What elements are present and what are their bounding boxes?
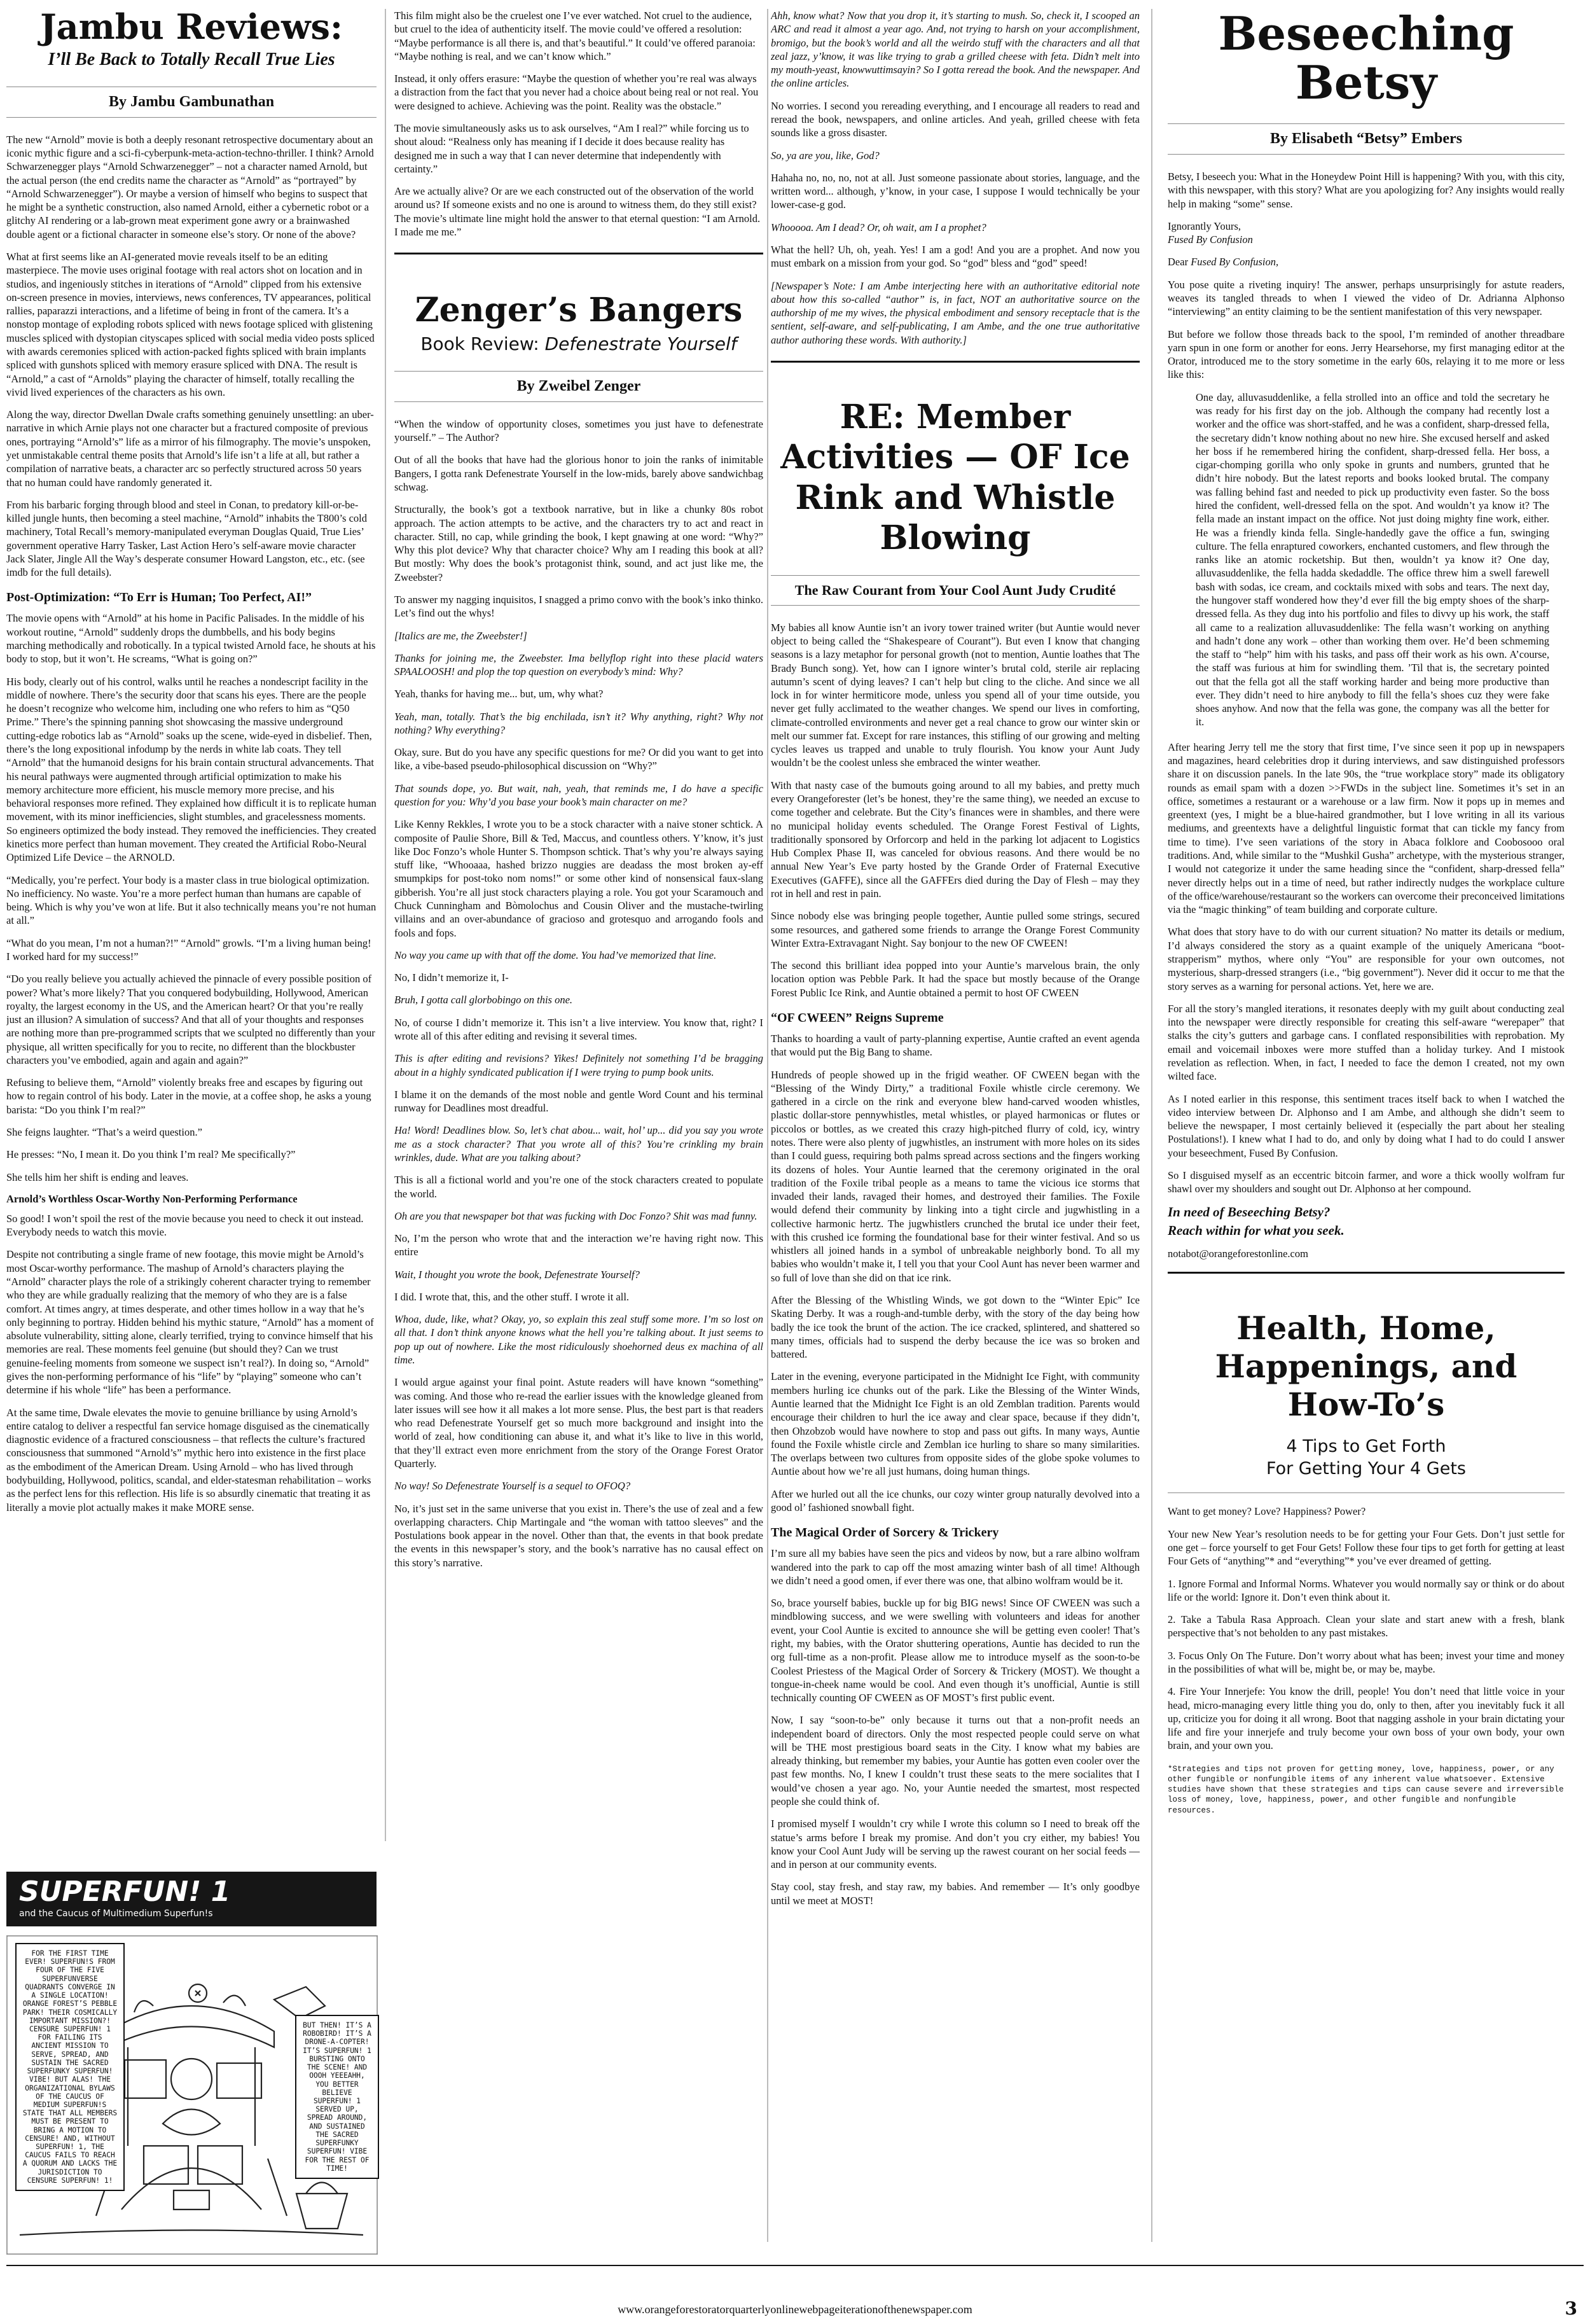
letter: Betsy, I beseech you: What in the Honeydew Point Hill is happening? With you, with this city, with this newspaper, with this story? What are you apologizing for? Any insights would really help in making “some” sense. [1168,170,1565,210]
paragraph: So, brace yourself babies, buckle up for big BIG news! Since OF CWEEN was such a mindblowing success, and we were swelling with volunteers and ideas for another event, your Cool Auntie is excited to announce she will be getting even cooler! That’s right, my babies, with the Orator shuttering operations, Auntie has decided to run the org full-time as a non-profit. Please allow me to introduce myself as the soon-to-be Coolest Priestess of the Magical Order of Sorcery & Trickery (MOST). We thought a tongue-in-cheek name would be cool. And even though it’s unofficial, Auntie is still technically counting OF CWEEN as OF MOST’s first public event. [771,1597,1140,1704]
betsy-tagline-2: Reach within for what you seek. [1168,1223,1345,1239]
section-divider [1168,1272,1565,1274]
column-betsy [1168,9,1565,2255]
betsy-tagline-1: In need of Beseeching Betsy? [1168,1204,1331,1220]
paragraph: The new “Arnold” movie is both a deeply resonant retrospective documentary about an iconic mythic figure and a sci-fi-cyberpunk-meta-action-techno-thriller. I think? Arnold Schwarzenegger plays “Arnold Schwarzenegger” – not a character named Arnold, but the actual person (the end credits name the character as “Arnold” as “portrayed” by “Arnold Schwarzenegger”). Or maybe a version of himself who begins to suspect that he might be a synthetic construction, also named Arnold, either a cybernetic robot or a glitchy AI rendering or a lab-grown meat experiment gone awry or a brainwashed double agent or a fictional character in someone else’s story. Or none of the above? [6,133,374,240]
health-subtitle-2: For Getting Your 4 Gets [1266,1459,1466,1479]
paragraph: Want to get money? Love? Happiness? Power? [1168,1505,1366,1518]
paragraph: No worries. I second you rereading everything, and I encourage all readers to read and reread the book, newspapers, and online articles. And yeah, grilled cheese with feta sounds like a gross disaster. [771,99,1140,139]
signoff-name: Fused By Confusion [1168,233,1253,246]
health-subtitle-1: 4 Tips to Get Forth [1286,1437,1446,1457]
tip-4: 4. Fire Your Innerjefe: You know the drill, people! You don’t need that little voice in your head, micro-managing every little thing you do, only to then, after you inevitably fuck it all up, criticize you for doing it all wrong. Boot that nagging asshole in your brain dictating your life and fire your innerjefe and truly become your own boss of your own body, your own brain, and your own you. [1168,1685,1565,1752]
paragraph: She feigns laughter. “That’s a weird question.” [6,1126,202,1139]
paragraph: To answer my nagging inquisitos, I snagged a primo convo with the book’s inko thinko. Let’s find out the whys! [394,593,763,620]
jambu-subtitle: I’ll Be Back to Totally Recall True Lies [48,49,335,69]
paragraph: I promised myself I wouldn’t cry while I wrote this column so I need to break off the statue’s arms before I break my promise. And don’t you cry either, my babies! You know your Cool Aunt Judy will be serving up the rawest courant on her social feeds — and in person at our community events. [771,1818,1140,1871]
jambu-subhead-1: Post-Optimization: “To Err is Human; Too Perfect, AI!” [6,590,312,605]
betsy-title: Beseeching Betsy [1218,9,1514,110]
comic-caption-2: BUT THEN! IT’S A ROBOBIRD! IT’S A DRONE-A-COPTER! IT’S SUPERFUN! 1 BURSTING ONTO THE SCENE! AND OOOH YEEEAHH, YOU BETTER BELIEVE SUPERFUN! 1 SERVED UP, SPREAD AROUND, AND SUSTAINED THE SACRED SUPERFUNKY SUPERFUN! VIBE FOR THE REST OF TIME! [295,2015,379,2179]
comic-title: SUPERFUN! 1 [19,1875,231,1908]
column-zenger [394,9,763,2255]
paragraph: Are we actually alive? Or are we each constructed out of the observation of the world around us? If someone exists and no one is around to witness them, do they still exist? The movie’s ultimate line might hold the answer to that eternal question: “I am Arnold. I made me me.” [394,185,761,238]
paragraph: Yeah, man, totally. That’s the big enchilada, isn’t it? Why anything, right? Why not nothing? Why everything? [394,710,763,736]
jambu-title: Jambu Reviews: [40,9,343,47]
paragraph: No way! So Defenestrate Yourself is a sequel to OFOQ? [394,1480,631,1493]
column-rule [767,9,768,2242]
paragraph: Instead, it only offers erasure: “Maybe the question of whether you’re real was always a distraction from the fact that you never had a choice about being real or not real. You were designed to achieve. Achieving was the point. Reality was the obstacle.” [394,73,759,112]
re-title: RE: Member Activities — OF Ice Rink and Whistle Blowing [780,397,1130,558]
betsy-byline: By Elisabeth “Betsy” Embers [1168,123,1565,155]
re-body [771,621,1140,1907]
paragraph: With that nasty case of the bumouts going around to all my babies, and pretty much every Orangeforester (let’s be honest, they’re the same thing), we needed an excuse to come together and celebrate. But the City’s finances were in shambles, and there were no municipal holiday events scheduled. The Orange Forest Festival of Lights, traditionally sponsored by Orforcorp and held in the parking lot adjacent to Logistics Hub Complex Phase II, was canceled for obvious reasons. And there would be no annual New Year’s Eve party hosted by the Grande Order of Fraternal Executive Executives (GAFFE), since all the GAFFErs died during the Day of Flesh – may they rot in hell and rest in pain. [771,779,1140,900]
paragraph: “Medically, you’re perfect. Your body is a master class in true biological optimization. No inefficiency. No waste. You’re a more perfect human than humans are capable of being. Which is why you’ve won at life. But it also technically means you’re not human at all.” [6,873,377,927]
paragraph: Wait, I thought you wrote the book, Defenestrate Yourself? [394,1268,640,1281]
paragraph: She tells him her shift is ending and leaves. [6,1171,189,1183]
paragraph: “What do you mean, I’m not a human?!” “Arnold” growls. “I’m a living human being! I worked hard for my success!” [6,936,371,963]
comic-caption-1: FOR THE FIRST TIME EVER! SUPERFUN!S FROM FOUR OF THE FIVE SUPERFUNVERSE QUADRANTS CONVERGE IN A SINGLE LOCATION! ORANGE FOREST’S PEBBLE PARK! THEIR COSMICALLY IMPORTANT MISSION?! CENSURE SUPERFUN! 1 FOR FAILING ITS ANCIENT MISSION TO SERVE, SPREAD, AND SUSTAIN THE SACRED SUPERFUNKY SUPERFUN! VIBE! BUT ALAS! THE ORGANIZATIONAL BYLAWS OF THE CAUCUS OF MEDIUM SUPERFUN!S STATE THAT ALL MEMBERS MUST BE PRESENT TO BRING A MOTION TO CENSURE! AND, WITHOUT SUPERFUN! 1, THE CAUCUS FAILS TO REACH A QUORUM AND LACKS THE JURISDICTION TO CENSURE SUPERFUN! 1! [15,1943,125,2191]
paragraph: After we hurled out all the ice chunks, our cozy winter group naturally devolved into a good ol’ fashioned snowball fight. [771,1487,1140,1513]
paragraph: Thanks for joining me, the Zweebster. Ima bellyflop right into these placid waters SPAALOOSH! and plop the top question on everybody’s mind: Why? [394,651,763,678]
jambu-subhead-2: Arnold’s Worthless Oscar-Worthy Non-Performing Performance [6,1192,298,1205]
jambu-body [6,133,377,1514]
paragraph: Oh are you that newspaper bot that was fucking with Doc Fonzo? Shit was mad funny. [394,1209,757,1222]
paragraph: Hundreds of people showed up in the frigid weather. OF CWEEN began with the “Blessing of the Windy Dirty,” a traditional Foxile whistle circle ceremony. We gathered in a circle on the rink and everyone blew hand-carved wooden whistles, plastic dollar-store pennywhistles, metal whistles, or played harmonicas or flutes or piccolos or bottles, as we created this crazy high-pitched flurry of cold, icy, wintry notes. There were also plenty of jugwhistles, an instrument with more holes on its sides than I could guess, requiring both palms spread across sections and the fingers working its dozens of holes. Your Auntie learned that the ceremony originated in the oral tradition of the Foxile tribal people as a means to tame the vicious ice storms that invaded their lands, ravaged their homes, and destroyed their families. The Foxile would defend their community by linking into a tight circle and jugwhistling in a collective harmonic hertz. The jugwhistlers crunched the brutal ice under their feet, with this crushed ice forming the foundational base for their winter festival. And so us whistlers all joined hands in a symbol of unbreakable neighborly bond. To all my babies who wouldn’t make it, I tell you that your Cool Aunt has never been warmer and so full of love than she did on that ice rink. [771,1068,1140,1284]
paragraph: So, ya are you, like, God? [771,149,880,162]
footer-url[interactable]: www.orangeforestoratorquarterlyonlinewebpageiterationofthenewspaper.com [618,2303,972,2316]
re-subtitle: The Raw Courant from Your Cool Aunt Judy Crudité [771,575,1140,606]
paragraph: At the same time, Dwale elevates the movie to genuine brilliance by using Arnold’s entire catalog to deliver a respectful fan service homage disguised as the cinematically diagnostic evidence of a fractured consciousness – that reflects the culture’s fractured consciousness that summoned “Arnold’s” mythic hero into existence in the first place as the embodiment of the American Dream. Using Arnold – who has lived through bodybuilding, Hollywood, politics, scandal, and elder-statesman rehabilitation – works as the perfect lens for this reflection. His life is so absurdly cinematic that treating it as literally a movie plot actually makes it make MORE sense. [6,1406,371,1513]
paragraph: He presses: “No, I mean it. Do you think I’m real? Me specifically?” [6,1148,296,1161]
paragraph: I did. I wrote that, this, and the other stuff. I wrote it all. [394,1290,630,1303]
paragraph: Your new New Year’s resolution needs to be for getting your Four Gets. Don’t just settle for one get – force yourself to get Four Gets! Follow these four tips to get forth for getting at least Four Gets of “anything”* and “everything”* you’ve ever dreamed of getting. [1168,1527,1565,1568]
paragraph: Ha! Word! Deadlines blow. So, let’s chat abou... wait, hol’ up... did you say you wrote me as a stock character? That you wrote all of this? You’re crinkling my brain wrinkles, dude. What are you talking about? [394,1124,763,1164]
paragraph: No, it’s just set in the same universe that you exist in. There’s the use of zeal and a few overlapping characters. Chip Martingale and “the woman with tattoo sleeves” and the Postulations book appear in the novel. Other than that, the events in that book predate the events in this newspaper’s story, and the book’s narrative has no causal effect on this story’s narrative. [394,1502,763,1569]
paragraph: What the hell? Uh, oh, yeah. Yes! I am a god! And you are a prophet. And now you must embark on a mission from your god. So “god” bless and “god” speed! [771,243,1140,270]
column-rule [1151,9,1152,2242]
paragraph: So good! I won’t spoil the rest of the movie because you need to check it out instead. Everybody needs to watch this movie. [6,1212,364,1239]
paragraph: Along the way, director Dwellan Dwale crafts something genuinely unsettling: an uber-narrative in which Arnie plays not one character but a fractured composite of previous ones, portraying “Arnold’s” life as a mirror of his filmography. The movie’s unspoken, yet unmistakable central theme posits that Arnold’s life isn’t a life at all, but rather a compilation of narrative beats, a character arc so perfectly structured across 50 years that no human could have randomly generated it. [6,408,374,489]
blockquote-story: One day, alluvasuddenlike, a fella strolled into an office and told the secretary he was ready for his first day on the job. Although the company had recently lost a worker and the office was short-staffed, and he was a confident, sharp-dressed fella, the secretary didn’t know nothing about no new hire. She excused herself and asked her boss if he remembered hiring the confident, sharp-dressed fella. Her boss, a cigar-chomping gorilla who only spoke in grunts and numbers, grunted that he didn’t hire nobody. But the latest reports and books looked brutal. The company was falling behind fast and needed to pick up productivity even faster. So the boss hired the confident, well-dressed fella on the spot. And wouldn’t ya know it? The fella made an instant impact on the office. Not just doing mighty fine work, either. He was a friendly kinda fella. Single-handedly gave the office a fun, swinging culture. The fella enraptured coworkers, enchanted customers, and flew through the ranks like an atomic rocketship. But then, wouldn’t ya know it? One day, alluvasuddenlike, the fella hadda skedaddle. The office threw him a swell farewell bash with sodas, ice cream, and cocktails mixed with sobs and tears. The next day, the hungover staff wondered how they’d ever fill the big empty shoes of the sharp-dressed fella. As they dug into his portfolio and files to divvy up his work, the staff all came to a realization alluvasuddenlike: The fella wasn’t working on anything and hadn’t done any work – other than working them over. He’d been schmeming the staff to “help” him with his tasks, and pass off their work as his own. A’course, the staff was furious at him for swindling them. ’Til that is, the secretary pointed out that the fella got all the staff working harder and being more productive than ever. They didn’t need to hire anybody to fill the fella’s shoes cuz they were fake shoes anyhow. And now that the fella was gone, the company was all the better for it. [1196,391,1549,728]
paragraph: After hearing Jerry tell me the story that first time, I’ve since seen it pop up in newspapers and magazines, heard celebrities drop it during interviews, and saw distinguished professors share it on discussion panels. In the late 90s, the “true workplace story” made its obligatory rounds as email spam with a dozen >>FWDs in the subject line. Sometimes it’s set in an office, sometimes a restaurant or a warehouse or a law firm. Now it pops up in memes and greentext (yes, I might be a blue-haired grandmother, but I love writing in all its various mediums, and greentexts have a delightful linguistic format that can tickle my fancy from time to time). I’ve seen variations of the story in Abaca folklore and Coobosooo oral traditions. And, while similar to the “Mushkil Gusha” archetype, with the mysterious stranger, I would not categorize it under the same heading since the “confident, sharp-dressed fella” never directly helps out in a time of need, but rather indirectly nudges the workplace culture of the office/warehouse/restaurant so the workers can overcome their preconceived limitations via the “magic thinking” of team building and corporate culture. [1168,741,1565,916]
salutation [1168,255,1565,268]
paragraph: So I disguised myself as an eccentric bitcoin farmer, and wore a thick woolly wolfram fur shawl over my shoulders and sought out Dr. Alphonso at her compound. [1168,1169,1565,1195]
re-subhead-2: The Magical Order of Sorcery & Trickery [771,1526,999,1540]
comic-subtitle: and the Caucus of Multimedium Superfun!s [19,1909,213,1919]
tip-1: 1. Ignore Formal and Informal Norms. Whatever you would normally say or think or do about life or the world: Ignore it. Don’t even think about it. [1168,1577,1565,1603]
zenger-subtitle [394,333,763,354]
paragraph: Later in the evening, everyone participated in the Midnight Ice Fight, with community members hurling ice chunks out of the park. Like the Blessing of the Winter Winds, Auntie learned that the Midnight Ice Fight is an old Zemblan tradition. Parents would encourage their children to hurl the ice away and clear space, because if they didn’t, then Ohzobzob would have nowhere to stop and pass out gifts. In many ways, Auntie found the Foxile whistle circle and Zemblan ice hurling to share so many similarities. The overlaps between two cultures from opposite sides of the globe spoke volumes to Auntie about how we’re all just humans, doing human things. [771,1370,1140,1478]
paragraph: The movie simultaneously asks us to ask ourselves, “Am I real?” while forcing us to shout aloud: “Realness only has meaning if I decide it does because reality has designed me in such a way that I can never determine that independently with certainty.” [394,122,749,175]
paragraph: Stay cool, stay fresh, and stay raw, my babies. And remember — It’s only goodbye until we meet at MOST! [771,1881,1140,1907]
paragraph: No way you came up with that off the dome. You had’ve memorized that line. [394,949,717,961]
paragraph: Whoa, dude, like, what? Okay, yo, so explain this zeal stuff some more. I’m so lost on all that. I don’t think anyone knows what the hell you’re talking about. It just seems to pop up out of nowhere. Like the most ridiculously shoehorned deus ex machina of all time. [394,1313,763,1367]
paragraph: Like Kenny Rekkles, I wrote you to be a stock character with a naive stoner schtick. A composite of Paulie Shore, Bill & Ted, Maccus, and countless others. Y’know, it’s just like Doc Fonzo’s whole Hunter S. Thompson schtick. That’s why you’re always saying stuff like, “Whooaaa, hashed brizzo nuggies are deadass the most broken ay-eff smumpkips for post-toko nom noms!” or some other kind of nonsensical faux-slang gibberish. You’re all just stock characters playing a role. You got your Scaramouch and Chuck Cunningham and Bòmolochus and Cousin Oliver and the mustache-twirling villains and an over-abundance of gracioso and grotesquo and arrogando fools and fools and fops. [394,818,763,939]
paragraph: Okay, sure. But do you have any specific questions for me? Or did you want to get into like, a vibe-based pseudo-philosophical discussion on “Why?” [394,746,763,772]
paragraph: After the Blessing of the Whistling Winds, we got down to the “Winter Epic” Ice Skating Derby. It was a rough-and-tumble derby, with the story of the day being how badly the ice took the brunt of the action. The ice cracked, splintered, and shattered so many times, officials had to suspend the derby because the ice was so broken and battered. [771,1294,1140,1361]
paragraph: [Italics are me, the Zweebster!] [394,629,527,642]
signoff: Ignorantly Yours, [1168,219,1241,232]
paragraph: The second this brilliant idea popped into your Auntie’s marvelous brain, the only location option was Pebble Park. It had the space but mostly because of the Orange Forest Public Ice Rink, and Auntie obtained a permit to host OF CWEEN [771,959,1140,999]
paragraph: You pose quite a riveting inquiry! The answer, perhaps unsurprisingly for astute readers, weaves its tangled threads to when I viewed the video of Dr. Adrianna Alphonso “interviewing” an entity claiming to be the sentient manifestation of this very newspaper. [1168,278,1565,318]
paragraph: “When the window of opportunity closes, sometimes you just have to defenestrate yourself.” – The Author? [394,417,763,444]
paragraph: I’m sure all my babies have seen the pics and videos by now, but a rare albino wolfram wandered into the park to cap off the most amazing winter bash of all time! Although we didn’t need a good omen, if ever there was one, that albino wolfram would be it. [771,1547,1140,1587]
re-subhead-1: “OF CWEEN” Reigns Supreme [771,1010,944,1025]
tip-2: 2. Take a Tabula Rasa Approach. Clean your slate and start anew with a fresh, blank perspective that’s not beholden to any past mistakes. [1168,1613,1565,1639]
zenger-subtitle-book: Defenestrate Yourself [544,333,737,354]
zenger-subtitle-prefix: Book Review: [420,333,545,354]
paragraph: Structurally, the book’s got a textbook narrative, but in like a chunky 80s robot approach. The action attempts to be active, and the characters try to act and react in character. Still, no cap, while grinding the book, I kept gnawing at one word: “Why?” Why this plot device? Why that character choice? Why am I reading this book at all? But mostly: Why does the book’s protagonist think, sound, and act just like me, the Zweebster? [394,503,763,583]
salutation-name: Fused By Confusion, [1191,256,1279,268]
paragraph: Thanks to hoarding a vault of party-planning expertise, Auntie crafted an event agenda that would put the Big Bang to shame. [771,1032,1140,1059]
column-re-member [771,9,1140,2255]
jambu-byline: By Jambu Gambunathan [6,87,377,118]
paragraph: I blame it on the demands of the most noble and gentle Word Count and his terminal runway for Deadlines most dreadful. [394,1088,763,1115]
paragraph: No, of course I didn’t memorize it. This isn’t a live interview. You know that, right? I wrote all of this after editing and revising it several times. [394,1016,763,1042]
health-title: Health, Home, Happenings, and How-To’s [1215,1309,1517,1424]
paragraph: That sounds dope, yo. But wait, nah, yeah, that reminds me, I do have a specific question for you: Why’d you base your book’s main character on me? [394,782,763,809]
paragraph: This is after editing and revisions? Yikes! Definitely not something I’d be bragging about in a highly syndicated publication if I were trying to pump book units. [394,1052,763,1078]
betsy-email-link[interactable]: notabot@orangeforestonline.com [1168,1248,1308,1260]
paragraph: Now, I say “soon-to-be” only because it turns out that a non-profit needs an independent board of directors. Only the most respected people could serve on what will be THE most prestigious board seats in the City. I know what my babies are already thinking, but remember my babies, your Auntie has gotten even cooler over the past few months. No, I knew I couldn’t trust these seats to the mere socialites that I would’ve chosen a year ago. No, your Auntie needed the smartest, most respected people she could think of. [771,1714,1140,1808]
paragraph: But before we follow those threads back to the spool, I’m reminded of another threadbare yarn spun in one form or another for eons. Jerry Hearsehorse, my first managing editor at the Orator, introduced me to the story sometime in the early 60s, relaying it to me more or less like this: [1168,328,1565,381]
section-divider [394,253,763,254]
paragraph: Ahh, know what? Now that you drop it, it’s starting to mush. So, check it, I scooped an ARC and read it almost a year ago. And, not trying to harsh on your accomplishment, bromigo, but the book’s world and all the weirdo stuff with the characters and all that zeal jazz, y’know, it was like trying to grab a grilled cheese with feta. Didn’t melt into my mouth-yeast, knowwuttimsayin? So I gotta reread the book. And the newspaper. And the online articles. [771,10,1140,90]
tip-3: 3. Focus Only On The Future. Don’t worry about what has been; invest your time and money in the possibilities of what will be, might be, or may be, maybe. [1168,1649,1565,1675]
paragraph: Refusing to believe them, “Arnold” violently breaks free and escapes by figuring out how to regain control of his body. Later in the movie, at a coffee shop, he asks a young barista: “Do you think I’m real?” [6,1076,371,1116]
zenger-body [394,417,763,1569]
paragraph: Out of all the books that have had the glorious honor to join the ranks of inimitable Bangers, I gotta rank Defenestrate Yourself in the low-mids, barely above sandwichbag schwag. [394,454,763,493]
comic-header [6,1872,377,1926]
paragraph: His body, clearly out of his control, walks until he reaches a nondescript facility in the middle of nowhere. There’s the security door that scans his eyes. There are the people he doesn’t recognize who welcome him, including one who refers to him as “Q50 Prime.” There’s the spinning panning shot showcasing the massive underground cutting-edge robotics lab as “Arnold” soaks up the scene, wide-eyed in disbelief. Then, there’s the long expositional infodump by the nerds in white lab coats. They tell “Arnold” that the humanoid designs for his brain contain structural advancements. That his neural pathways were augmented through artificial optimization to make his memory architecture more efficient, his muscle memory more precise, and his behavioral responses more refined. They explained how difficult it is to replicate human movement, with its minor inefficiencies, slight stumbles, and gracelessness moments. So engineers optimized the body instead. They removed the inefficiencies. They created kinetics more perfect than human movement. They created the Artificial Robo-Neural Optimized Life Device – the ARNOLD. [6,675,377,864]
paragraph: From his barbaric forging through blood and steel in Conan, to predatory kill-or-be-killed jungle hunts, then becoming a steel machine, “Arnold” inhabits the T800’s cold machinery, Total Recall’s memory-manipulated everyman Douglas Quaid, True Lies’ government operative Harry Tasker, Last Action Hero’s self-aware movie character Jack Slater, Jingle All the Way’s desperate consumer Howard Langston, etc., etc. (see imdb for the full details). [6,498,367,579]
paragraph: This is all a fictional world and you’re one of the stock characters created to populate the world. [394,1174,763,1200]
zenger-byline: By Zweibel Zenger [394,371,763,402]
paragraph: I would argue against your final point. Astute readers will have known “something” was coming. And those who re-read the earlier issues with the knowledge gleaned from later issues will see how it all makes a lot more sense. Plus, the best part is that readers who read Defenestrate Yourself get so much more background and insight into the world of zeal, how conditioning can abuse it, and what it’s like to live in this world, that they’ll extract even more enrichment from the story of the Orange Forest Orator Quarterly. [394,1376,763,1470]
superfun-comic [6,1872,377,2258]
paragraph: No, I didn’t memorize it, I- [394,971,509,984]
paragraph: Since nobody else was bringing people together, Auntie pulled some strings, secured some resources, and gathered some friends to arrange the Orange Forest Community Winter Extra-Extravagant Night. Say bonjour to the new OF CWEEN! [771,910,1140,949]
paragraph: What does that story have to do with our current situation? No matter its details or medium, I’d always considered the story as a quaint example of the uniquely Americana “boot-strapperism” mythos, where only “You” are responsible for your own outcomes, not mysterious, sharp-dressed strangers (i.e., “big government”). Never did it occur to me that the story serves as a warning for personal actions. Yet, here we are. [1168,926,1565,992]
section-divider [771,361,1140,363]
footer-rule [6,2265,1584,2266]
paragraph: For all the story’s mangled iterations, it resonates deeply with my guilt about conducting zeal into the newspaper were directly responsible for creating this self-aware “werepaper” that stalks the city’s gutters and garbage cans. I conflated responsibilities with reprobation. My email and voicemail inboxes were more stuffed than a holiday turkey. And I mistook revelation as reflection. When, in fact, I needed to face the demon I created, not my own wilted face. [1168,1002,1565,1083]
paragraph: Whooooa. Am I dead? Or, oh wait, am I a prophet? [771,221,986,233]
paragraph: Yeah, thanks for having me... but, um, why what? [394,688,604,700]
paragraph: As I noted earlier in this response, this sentiment traces itself back to when I watched the video interview between Dr. Alphonso and I am Ambe, and although she didn’t seem to believe the newspaper, I most certainly believed it (especially the part about her stealing Postulations!). I knew what I had to do, and only by doing what I had to do could I answer your beseechment, Fused By Confusion. [1168,1092,1565,1159]
disclaimer: *Strategies and tips not proven for getting money, love, happiness, power, or any other fungible or nonfungible items of any inherent value whatsoever. Extensive studies have shown that these strategies and tips can cause severe and irreversible loss of money, love, happiness, power, and other fungible and nonfungible resources. [1168,1764,1564,1815]
paragraph: What at first seems like an AI-generated movie reveals itself to be an editing masterpiece. The movie uses original footage with real actors shot on location and in studios, and ingeniously stitches in iterations of “Arnold” clipped from his extensive on-screen presence in movies, interviews, news conferences, TV appearances, political rallies, paparazzi interactions, and a lifetime of being in front of the camera. It’s a nonstop montage of exploding robots spliced with news footage spliced with glistening muscles spliced with dystopian cityscapes spliced with social media video posts spliced with awards ceremonies spliced with action-packed fights spliced with brain implants spliced with gunshots spliced with memory erasure spliced with DNA. The result is “Arnold,” a cast of “Arnolds” playing the character of himself, totally recalling the vivid lived experiences of the characters as his own. [6,251,375,398]
zenger-title: Zenger’s Bangers [415,291,743,330]
paragraph: No, I’m the person who wrote that and the interaction we’re having right now. This entire [394,1232,763,1258]
page-number: 3 [1565,2298,1577,2319]
paragraph: Hahaha no, no, no, not at all. Just someone passionate about stories, language, and the written word... although, y’know, in your case, I suppose I would technically be your lower-case-g god. [771,171,1140,211]
paragraph: The movie opens with “Arnold” at his home in Pacific Palisades. In the middle of his workout routine, “Arnold” suddenly drops the dumbbells, and his body begins marching methodically and robotically. In a typical twisted Arnold face, he shouts at his body to stop, but it won’t. He screams, “What is going on?” [6,612,376,665]
column-jambu [6,9,377,1847]
paragraph: My babies all know Auntie isn’t an ivory tower trained writer (but Auntie would never object to being called the “Shakespeare of Courant”). But even I know that changing seasons is a lazy metaphor for personal growth (not to mention, Auntie loathes that The Brady Bunch song). Yet, how can I ignore winter’s brutal cold, sterile air replacing autumn’s scent of dying leaves? I can’t help but cling to the cliche. And since we all lock in for winter hermiticore mode, unless you spend all of your time outside, you never get fully acclimated to the weather changes. We spend our lives in comforting, climate-controlled environments and never get a real chance to grow our winter skin or melt our summer fat. Except for rare instances, this stifling of our growing and melting cycles leaves us trapped and unable to truly flourish. You know your Aunt Judy wouldn’t be the coolest unless she embraced the winter weather. [771,621,1140,769]
salutation-dear: Dear [1168,256,1191,268]
paragraph: [Newspaper’s Note: I am Ambe interjecting here with an authoritative editorial note about how this so-called “author” is, in fact, NOT an authoritative source on the authorship of me my wives, the physical embodiment and sensory receptacle that is the sentient, self-aware, and self-publicating, I am Ambe, and the one true authoritative author authoring these words. With authority.] [771,279,1140,346]
paragraph: “Do you really believe you actually achieved the pinnacle of every possible position of power? What’s more likely? That you conquered bodybuilding, Hollywood, American royalty, the largest economy in the US, and the American heart? Or that you’re really just an illusion? A simulation of success? And that all of your thoughts and responses are nothing more than pre-programmed scripts that we sculpted no differently than your physique, all written specifically for you to recite, no different than the blockbuster characters you’ve embodied, again and again and again?” [6,973,375,1066]
column-rule [385,9,386,1841]
paragraph: Bruh, I gotta call glorbobingo on this one. [394,994,573,1006]
paragraph: This film might also be the cruelest one I’ve ever watched. Not cruel to the audience, but cruel to the idea of authenticity itself. The movie could’ve offered a resolution: “Maybe performance is all there is, and that’s beautiful.” It could’ve offered paranoia: “Maybe nothing is real, and we can’t know which.” [394,10,756,62]
paragraph: Despite not contributing a single frame of new footage, this movie might be Arnold’s most Oscar-worthy performance. The mashup of Arnold’s characters playing the “Arnold” character plays the role of a strikingly coherent character trying to remember who they are while gradually realizing that the memory of who they are is a false comfort. At times angry, at times desperate, and other times hollow in a way that he’s only beginning to portray. Hidden behind his mythic stature, “Arnold” has a moment of absolute vulnerability, sitting alone, clearly terrified, trying to convince himself that his memories are real. These moments feel genuine (but should they? Can we trust genuine-feeling moments from someone we suspect isn’t real?). In doing so, “Arnold” gives the non-performing performance of his “life” by “playing” someone who can’t determine if his whole “life” has been a performance. [6,1248,374,1396]
